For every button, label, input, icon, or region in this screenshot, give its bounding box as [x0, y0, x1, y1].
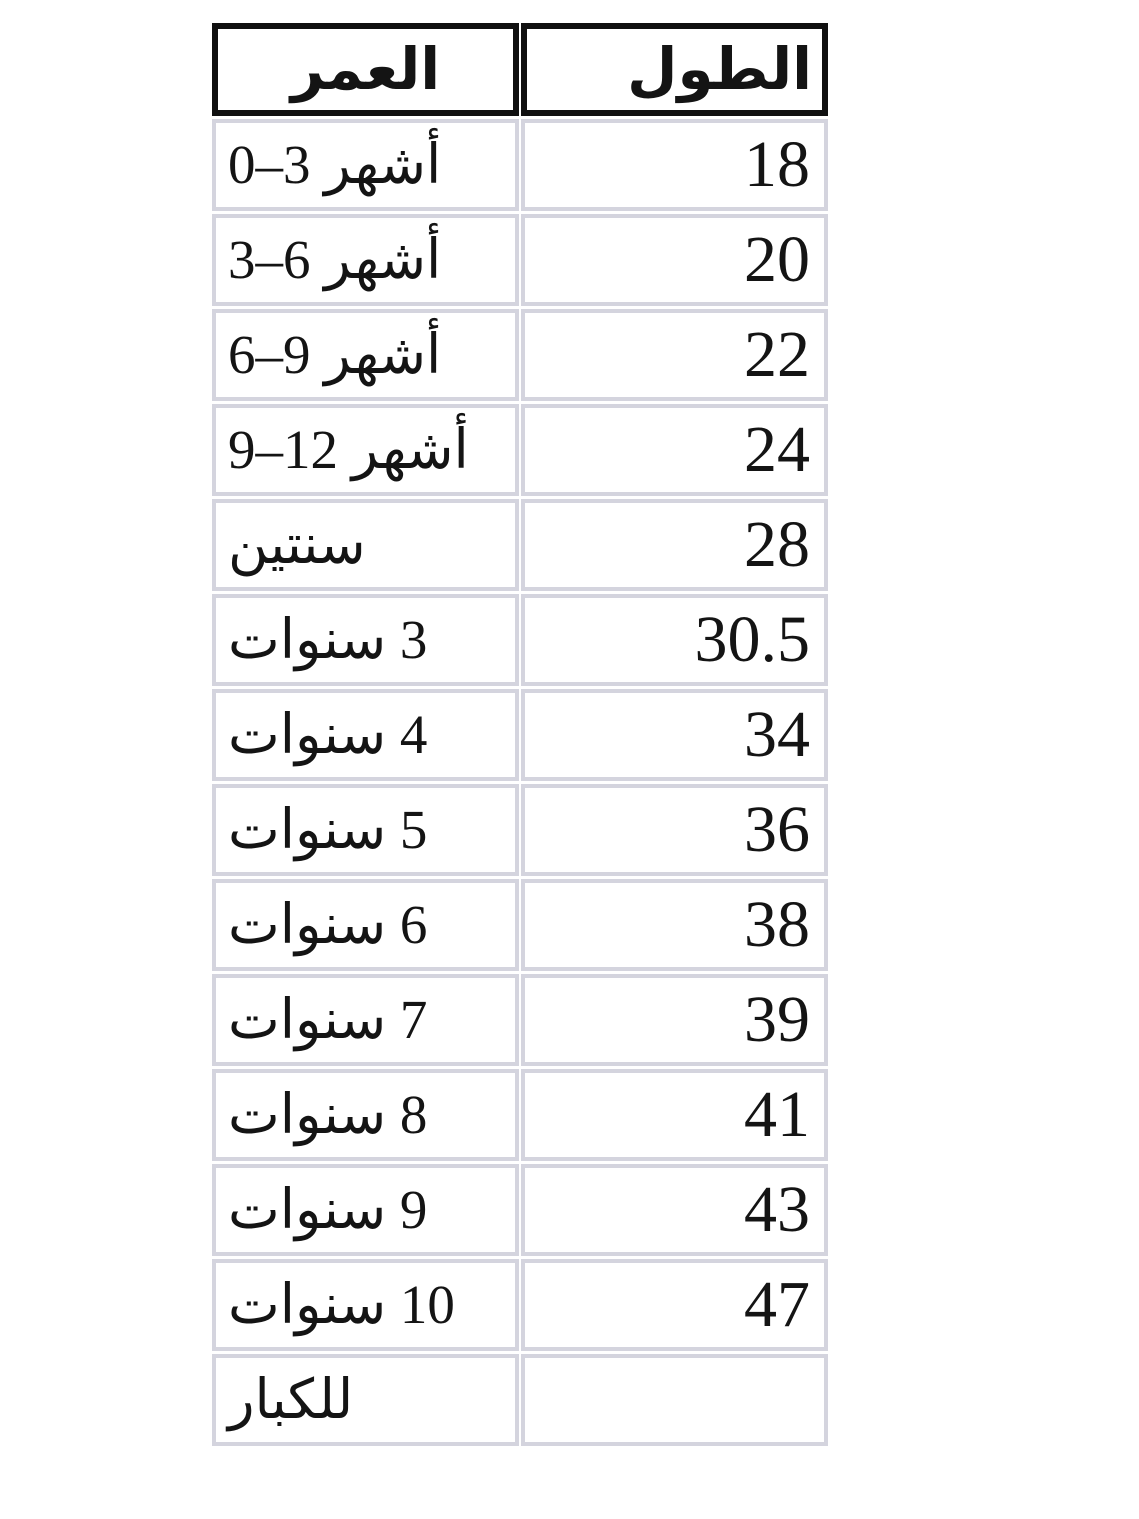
table-row [212, 404, 828, 496]
length-cell: 28 [521, 499, 828, 591]
table-row [212, 214, 828, 306]
length-cell: 41 [521, 1069, 828, 1161]
table-row [212, 784, 828, 876]
header-row [212, 23, 828, 116]
table-header [212, 23, 828, 116]
length-cell: 22 [521, 309, 828, 401]
age-cell: سنتين [212, 499, 519, 591]
age-cell: 10 سنوات [212, 1259, 519, 1351]
table-row [212, 119, 828, 211]
table-row [212, 1354, 828, 1446]
age-cell: 6 سنوات [212, 879, 519, 971]
size-table [210, 20, 830, 1449]
length-cell: 39 [521, 974, 828, 1066]
length-column-header: الطول [521, 23, 828, 116]
table-row [212, 594, 828, 686]
age-cell: 4 سنوات [212, 689, 519, 781]
length-cell: 47 [521, 1259, 828, 1351]
table-row [212, 309, 828, 401]
length-cell: 36 [521, 784, 828, 876]
age-cell: للكبار [212, 1354, 519, 1446]
length-cell: 34 [521, 689, 828, 781]
table-row [212, 689, 828, 781]
table-row [212, 974, 828, 1066]
age-cell: 5 سنوات [212, 784, 519, 876]
length-cell: 20 [521, 214, 828, 306]
length-cell [521, 1354, 828, 1446]
table-row [212, 1259, 828, 1351]
length-cell: 18 [521, 119, 828, 211]
length-cell: 38 [521, 879, 828, 971]
table-body [212, 119, 828, 1446]
length-cell: 43 [521, 1164, 828, 1256]
length-cell: 24 [521, 404, 828, 496]
age-cell: 8 سنوات [212, 1069, 519, 1161]
age-cell: 0–3 أشهر [212, 119, 519, 211]
age-cell: 9 سنوات [212, 1164, 519, 1256]
age-cell: 3–6 أشهر [212, 214, 519, 306]
age-column-header: العمر [212, 23, 519, 116]
table-row [212, 879, 828, 971]
table-row [212, 1069, 828, 1161]
table-row [212, 1164, 828, 1256]
age-cell: 3 سنوات [212, 594, 519, 686]
age-cell: 9–12 أشهر [212, 404, 519, 496]
length-cell: 30.5 [521, 594, 828, 686]
age-cell: 7 سنوات [212, 974, 519, 1066]
table-row [212, 499, 828, 591]
age-cell: 6–9 أشهر [212, 309, 519, 401]
